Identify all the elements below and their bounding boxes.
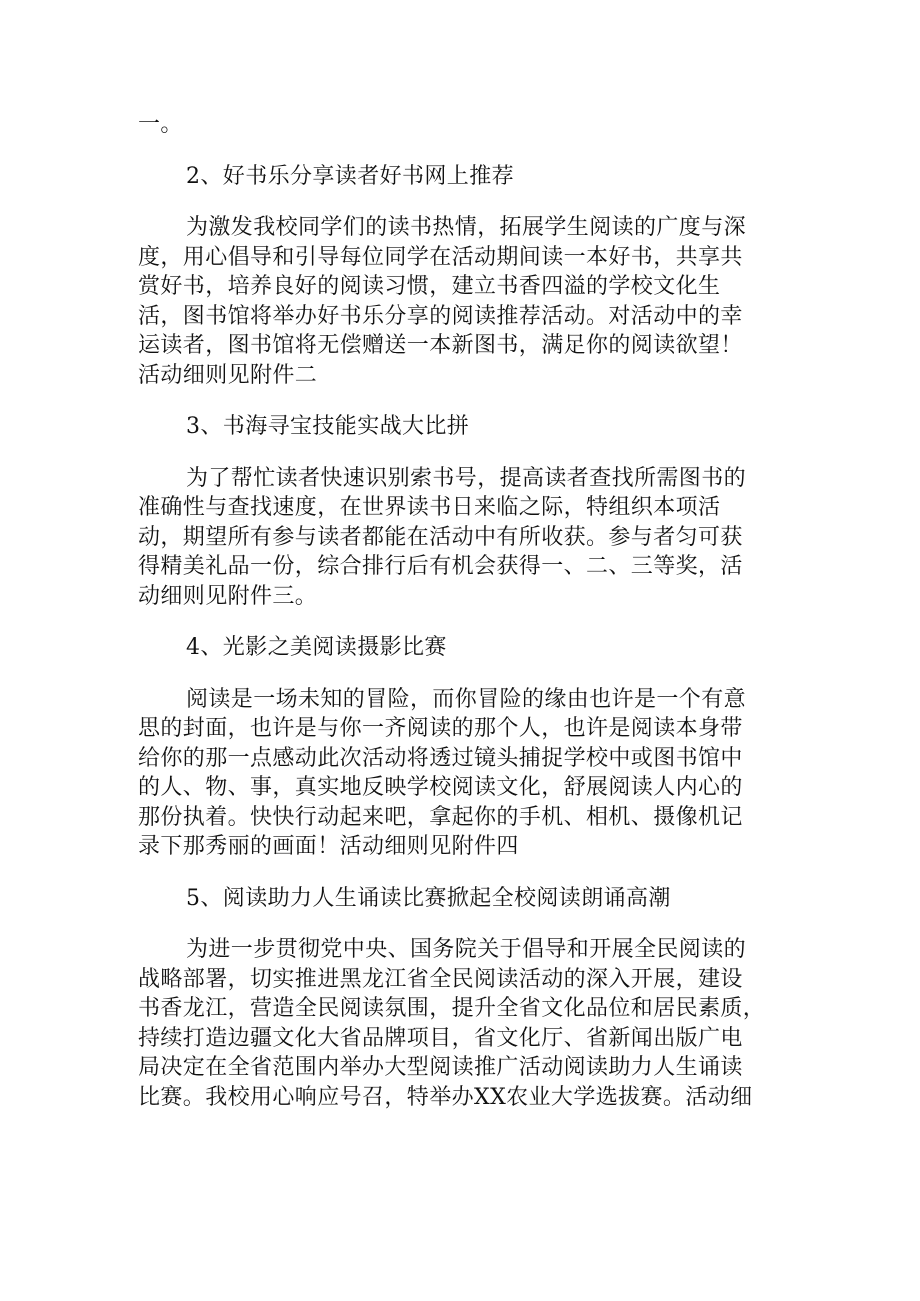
paragraph-line: 活，图书馆将举办好书乐分享的阅读推荐活动。对活动中的幸 (138, 303, 743, 329)
section-heading: 4、光影之美阅读摄影比赛 (186, 635, 447, 660)
section-2 (138, 162, 778, 391)
paragraph-line: 准确性与查找速度，在世界读书日来临之际，特组织本项活 (138, 495, 721, 520)
paragraph-line: 动，期望所有参与读者都能在活动中有所收获。参与者匀可获 (138, 524, 743, 550)
paragraph-line: 那份执着。快快行动起来吧，拿起你的手机、相机、摄像机记 (138, 804, 743, 830)
section-heading: 5、阅读助力人生诵读比赛掀起全校阅读朗诵高潮 (186, 885, 671, 911)
paragraph-line: 局决定在全省范围内举办大型阅读推广活动阅读助力人生诵读 (138, 1055, 743, 1080)
paragraph-line: 为进一步贯彻党中央、国务院关于倡导和开展全民阅读的 (186, 937, 747, 962)
paragraph-line: 给你的那一点感动此次活动将透过镜头捕捉学校中或图书馆中 (138, 745, 743, 771)
paragraph-line: 运读者，图书馆将无偿赠送一本新图书，满足你的阅读欲望！ (138, 333, 743, 358)
paragraph-line: 的人、物、事，真实地反映学校阅读文化，舒展阅读人内心的 (138, 775, 743, 800)
paragraph-line: 战略部署，切实推进黑龙江省全民阅读活动的深入开展，建设 (138, 966, 743, 992)
paragraph-line: 活动细则见附件二 (138, 362, 318, 388)
section-heading: 3、书海寻宝技能实战大比拼 (186, 414, 470, 439)
section-5 (138, 884, 778, 1113)
paragraph-line: 为激发我校同学们的读书热情，拓展学生阅读的广度与深 (186, 215, 747, 240)
section-heading: 2、好书乐分享读者好书网上推荐 (186, 163, 514, 189)
paragraph-line: 为了帮忙读者快速识别索书号，提高读者查找所需图书的 (186, 465, 747, 491)
continuation-text: 一。 (138, 112, 183, 137)
paragraph-line: 比赛。我校用心响应号召，特举办XX农业大学选拔赛。活动细 (138, 1084, 753, 1110)
paragraph-line: 得精美礼品一份，综合排行后有机会获得一、二、三等奖，活 (138, 554, 743, 579)
section-4 (138, 633, 778, 862)
section-3 (138, 412, 778, 611)
paragraph-line: 赏好书，培养良好的阅读习惯，建立书香四溢的学校文化生 (138, 274, 721, 299)
document-page (138, 110, 778, 1112)
paragraph-line: 录下那秀丽的画面！活动细则见附件四 (138, 834, 519, 859)
paragraph-line: 持续打造边疆文化大省品牌项目，省文化厅、省新闻出版广电 (138, 1025, 743, 1051)
paragraph-line: 思的封面，也许是与你一齐阅读的那个人，也许是阅读本身带 (138, 716, 743, 741)
paragraph-line: 度，用心倡导和引导每位同学在活动期间读一本好书，共享共 (138, 244, 743, 270)
paragraph-line: 书香龙江，营造全民阅读氛围，提升全省文化品位和居民素质， (138, 996, 766, 1021)
paragraph-line: 阅读是一场未知的冒险，而你冒险的缘由也许是一个有意 (186, 686, 747, 712)
paragraph-line: 动细则见附件三。 (138, 583, 318, 609)
